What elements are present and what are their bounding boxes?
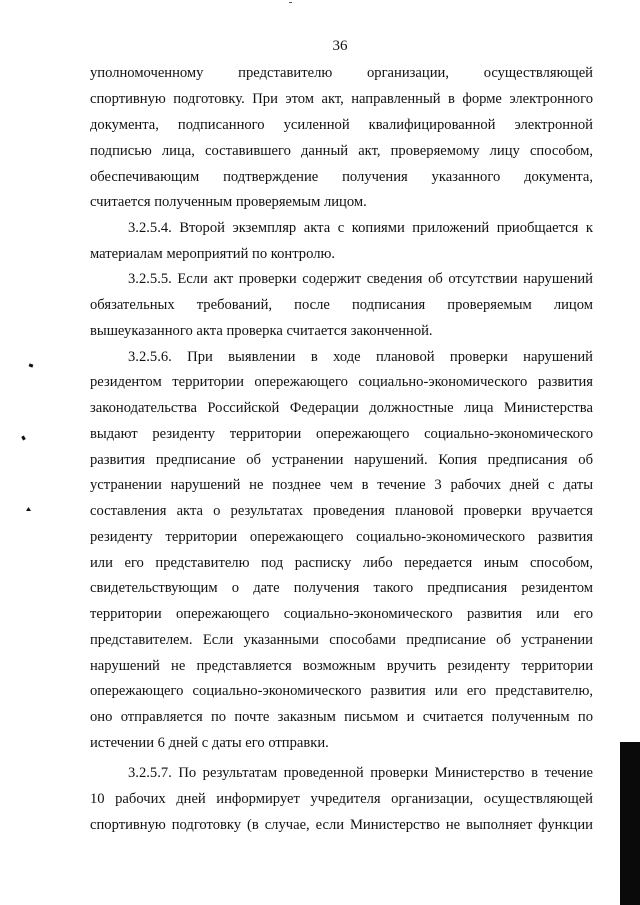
text-line: нарушений не представляется возможным вручить резиденту территории — [90, 658, 593, 674]
text-line: спортивную подготовку (в случае, если Министерство не выполняет функции — [90, 817, 593, 833]
text-line: спортивную подготовку. При этом акт, направленный в форме электронного — [90, 91, 593, 107]
paragraph-3-2-5-6-start: 3.2.5.6. При выявлении в ходе плановой проверки нарушений — [128, 349, 593, 365]
scan-edge-shadow — [620, 742, 640, 905]
text-line: территории опережающего социально-экономического развития или его — [90, 606, 593, 622]
text-line: истечении 6 дней с даты его отправки. — [90, 735, 329, 751]
text-line: документа, подписанного усиленной квалифицированной электронной — [90, 117, 593, 133]
text-line: развития предписание об устранении нарушений. Копия предписания об — [90, 452, 593, 468]
page-number: 36 — [332, 38, 348, 54]
text-line: подписью лица, составившего данный акт, проверяемому лицу способом, — [90, 143, 593, 159]
text-line: материалам мероприятий по контролю. — [90, 246, 336, 262]
text-line: уполномоченному представителю организации, осуществляющей — [90, 65, 593, 81]
scan-mark — [21, 436, 26, 441]
scan-mark — [26, 507, 31, 511]
paragraph-3-2-5-4-start: 3.2.5.4. Второй экземпляр акта с копиями приложений приобщается к — [128, 220, 593, 236]
text-line: резидентом территории опережающего социально-экономического развития — [90, 374, 593, 390]
paragraph-3-2-5-5-start: 3.2.5.5. Если акт проверки содержит сведения об отсутствии нарушений — [128, 271, 593, 287]
text-line: обязательных требований, после подписания проверяемым лицом — [90, 297, 593, 313]
text-line: 10 рабочих дней информирует учредителя организации, осуществляющей — [90, 791, 593, 807]
text-line: обеспечивающим подтверждение получения указанного документа, — [90, 169, 593, 185]
text-line: считается полученным проверяемым лицом. — [90, 194, 367, 210]
text-line: представителем. Если указанными способами предписание об устранении — [90, 632, 593, 648]
text-line: свидетельствующим о дате получения такого предписания резидентом — [90, 580, 593, 596]
text-line: выдают резиденту территории опережающего социально-экономического — [90, 426, 593, 442]
paragraph-3-2-5-7-start: 3.2.5.7. По результатам проведенной проверки Министерство в течение — [128, 765, 593, 781]
text-line: или его представителю под расписку либо передается иным способом, — [90, 555, 593, 571]
text-line: составления акта о результатах проведения плановой проверки вручается — [90, 503, 593, 519]
scan-speck — [289, 2, 292, 3]
text-line: устранении нарушений не позднее чем в течение 3 рабочих дней с даты — [90, 477, 593, 493]
scan-mark — [29, 363, 34, 367]
text-line: оно отправляется по почте заказным письмом и считается полученным по — [90, 709, 593, 725]
text-line: опережающего социально-экономического развития или его представителю, — [90, 683, 593, 699]
text-line: резиденту территории опережающего социально-экономического развития — [90, 529, 593, 545]
text-line: вышеуказанного акта проверка считается законченной. — [90, 323, 433, 339]
text-line: законодательства Российской Федерации должностные лица Министерства — [90, 400, 593, 416]
